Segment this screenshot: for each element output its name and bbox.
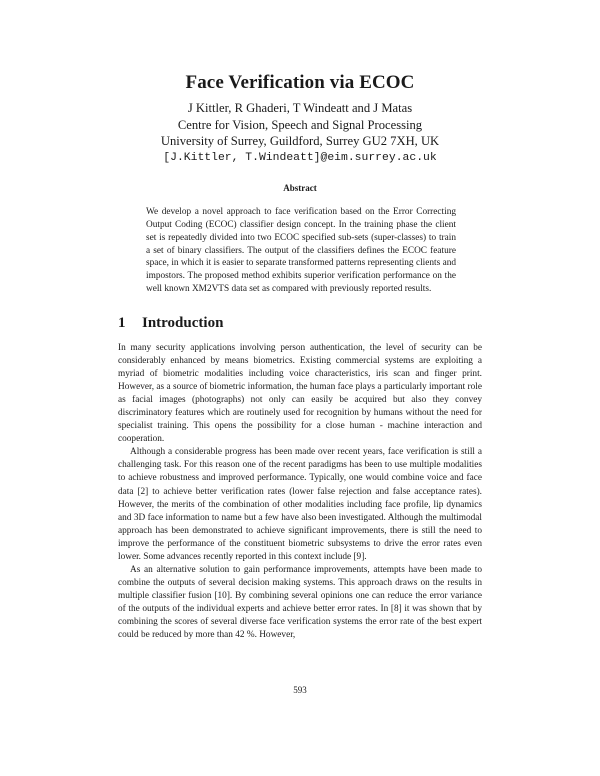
abstract-heading: Abstract bbox=[283, 183, 317, 193]
section-title: Introduction bbox=[142, 315, 224, 331]
paper-title: Face Verification via ECOC bbox=[185, 72, 415, 93]
paragraph: Although a considerable progress has been made over recent years, face verification is still a challenging task. For this reason one of the recent paradigms has been to use multiple modalities to achieve robustness and improved performance. Typically, one would combine voice and face data [2] to achieve better verification rates (lower false rejection and false acceptance rates). However, the merits of the combination of other modalities including face profile, lip dynamics and 3D face information to name but a few have also been investigated. Although the multimodal approach has been demonstrated to achieve significant improvements, there is still the need to improve the performance of the constituent biometric subsystems to drive the error rates even lower. Some advances recently reported in this context include [9]. bbox=[118, 447, 482, 562]
paragraph: In many security applications involving person authentication, the level of security can be considerably enhanced by means biometrics. Existing commercial systems are exploiting a myriad of biometric modalities including voice characteristics, iris scan and finger print. However, as a source of biometric information, the human face plays a particularly important role as facial images (photographs) not only can easily be acquired but also they convey discriminatory features which are routinely used for recognition by humans without the need for specialist training. This opens the possibility for a close human - machine interaction and cooperation. bbox=[118, 343, 482, 445]
author-block bbox=[0, 100, 600, 166]
author-affiliation: Centre for Vision, Speech and Signal Processing bbox=[177, 117, 423, 132]
page-number: 593 bbox=[293, 685, 307, 695]
section-number: 1 bbox=[118, 315, 126, 331]
author-email: [J.Kittler, T.Windeatt]@eim.surrey.ac.uk bbox=[163, 151, 437, 164]
author-names: J Kittler, R Ghaderi, T Windeatt and J Matas bbox=[187, 101, 413, 115]
author-institution: University of Surrey, Guildford, Surrey GU2 7XH, UK bbox=[160, 134, 440, 149]
section-body bbox=[118, 342, 482, 642]
paragraph: As an alternative solution to gain performance improvements, attempts have been made to combine the outputs of several decision making systems. This approach draws on the results in multiple classifier fusion [10]. By combining several opinions one can reduce the error variance of the outputs of the individual experts and achieve better error rates. In [8] it was shown that by combining the scores of several diverse face verification systems the error rate of the best expert could be reduced by more than 42 %. However, bbox=[118, 564, 482, 641]
abstract-text: We develop a novel approach to face verification based on the Error Correcting Output Coding (ECOC) classifier design concept. In the training phase the client set is repeatedly divided into two ECOC specified sub-sets (super-classes) to train a set of binary classifiers. The output of the classifiers defines the ECOC feature space, in which it is easier to separate transformed patterns representing clients and impostors. The proposed method exhibits superior verification performance on the well known XM2VTS data set as compared with previously reported results. bbox=[146, 207, 456, 295]
section-heading bbox=[118, 315, 223, 332]
